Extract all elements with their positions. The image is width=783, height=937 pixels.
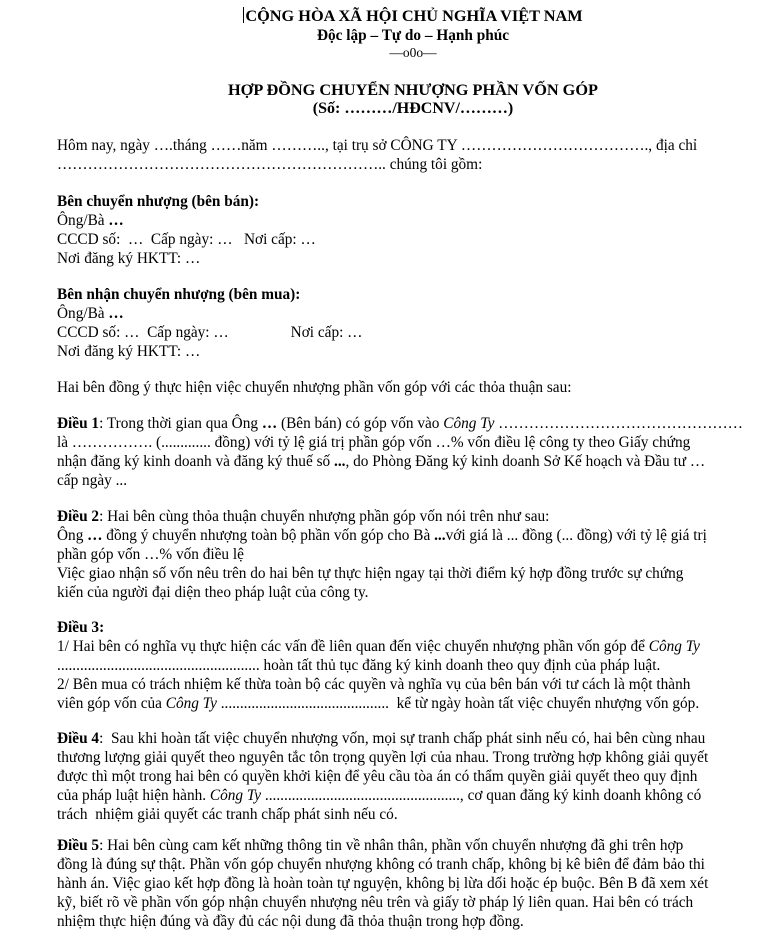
article-5-text: : Hai bên cùng cam kết những thông tin về nhân thân, phần vốn chuyển nhượng đã ghi trên hợp: [99, 837, 684, 854]
contract-title: HỢP ĐỒNG CHUYỂN NHƯỢNG PHẦN VỐN GÓP: [228, 80, 598, 99]
article-4-company: Công Ty: [209, 787, 262, 804]
agreement-intro: Hai bên đồng ý thực hiện việc chuyển nhượng phần vốn góp với các thỏa thuận sau:: [57, 379, 572, 396]
article-2-text: : Hai bên cùng thỏa thuận chuyển nhượng phần góp vốn nói trên như sau:: [99, 508, 550, 525]
seller-name-value: …: [108, 212, 124, 229]
buyer-id-part1: CCCD số: … Cấp ngày: …: [57, 324, 229, 341]
article-2-line-5: kiến của người đại diện theo pháp luật của công ty.: [57, 584, 369, 601]
seller-heading: Bên chuyển nhượng (bên bán):: [57, 193, 260, 210]
article-3-company: Công Ty: [165, 695, 217, 712]
buyer-name-value: …: [108, 305, 124, 322]
seller-residence: Nơi đăng ký HKTT: …: [57, 250, 201, 267]
article-2-line-1: [57, 507, 549, 526]
article-3-text: viên góp vốn của: [57, 695, 166, 712]
article-4-line-5: trách nhiệm giải quyết các tranh chấp phát sinh nếu có.: [57, 806, 398, 823]
buyer-name-label: Ông/Bà: [57, 305, 109, 322]
seller-name: [57, 211, 124, 230]
national-heading-text: CỘNG HÒA XÃ HỘI CHỦ NGHĨA VIỆT NAM: [245, 6, 583, 25]
buyer-id-line: [57, 323, 362, 342]
contract-number: (Số: ………/HĐCNV/………): [312, 100, 514, 117]
article-4-text: của pháp luật hiện hành.: [57, 787, 210, 804]
buyer-heading: Bên nhận chuyển nhượng (bên mua):: [57, 286, 301, 303]
article-3-label: Điều 3:: [57, 619, 105, 636]
article-1-label: Điều 1: [57, 415, 100, 432]
article-4-text: ..................................................., cơ quan đăng ký kinh doanh không có: [261, 787, 702, 804]
article-1-line-3: [57, 452, 705, 471]
article-3-line-1: [57, 637, 700, 656]
article-2-line-3: phần góp vốn …% vốn điều lệ: [57, 546, 244, 563]
article-5-line-5: nhiệm thực hiện đúng và đầy đủ các nội dung đã thỏa thuận trong hợp đồng.: [57, 913, 524, 930]
article-1-text: , do Phòng Đăng ký kinh doanh Sở Kế hoạch và Đầu tư …: [345, 453, 706, 470]
article-3-text: 1/ Hai bên có nghĩa vụ thực hiện các vấn đề liên quan đến việc chuyển nhượng phần vốn góp để: [57, 638, 649, 655]
buyer-id-part2: Nơi cấp: …: [290, 324, 363, 341]
article-5-line-2: đồng là đúng sự thật. Phần vốn góp chuyển nhượng không có tranh chấp, không bị kê biên để đảm bảo thi: [57, 856, 705, 873]
article-1-text: (Bên bán) có góp vốn vào: [277, 415, 444, 432]
article-1-line-4: cấp ngày ...: [57, 472, 128, 489]
article-1-line-1: [57, 414, 743, 433]
article-3-line-4: [57, 694, 699, 713]
buyer-name: [57, 304, 124, 323]
article-2-text: với giá là ... đồng (... đồng) với tỷ lệ giá trị: [445, 527, 707, 544]
article-1-seller-blank: …: [261, 415, 278, 432]
article-2-seller-blank: …: [87, 527, 103, 544]
article-2-text: Ông: [57, 527, 88, 544]
seller-name-label: Ông/Bà: [57, 212, 109, 229]
article-2-buyer-blank: ...: [434, 527, 446, 544]
article-3-company: Công Ty: [648, 638, 700, 655]
article-5-line-1: [57, 836, 683, 855]
article-2-line-4: Việc giao nhận số vốn nêu trên do hai bên tự thực hiện ngay tại thời điểm ký hợp đồng trước sự chứng: [57, 565, 684, 582]
article-1-text: nhận đăng ký kinh doanh và đăng ký thuế số: [57, 453, 334, 470]
article-2-line-2: [57, 526, 707, 545]
buyer-residence: Nơi đăng ký HKTT: …: [57, 343, 201, 360]
article-2-label: Điều 2: [57, 508, 100, 525]
intro-line-2: ……………………………………………………….. chúng tôi gồm:: [57, 156, 483, 173]
national-motto: Độc lập – Tự do – Hạnh phúc: [316, 27, 510, 44]
article-4-line-1: [57, 729, 705, 748]
article-4-line-3: được thì một trong hai bên có quyền khởi kiện để yêu cầu tòa án có thẩm quyền giải quyết theo quy định: [57, 768, 698, 785]
article-5-label: Điều 5: [57, 837, 100, 854]
article-4-line-4: [57, 786, 701, 805]
article-1-company: Công Ty: [443, 415, 495, 432]
article-1-company-blank: …………………………………………: [494, 415, 743, 432]
article-1-text: : Trong thời gian qua Ông: [99, 415, 262, 432]
intro-line-1: Hôm nay, ngày ….tháng ……năm ……….., tại trụ sở CÔNG TY ………………………………., địa chỉ: [57, 137, 698, 154]
article-3-line-3: 2/ Bên mua có trách nhiệm kế thừa toàn bộ các quyền và nghĩa vụ của bên bán với tư cách là một thành: [57, 676, 691, 693]
article-5-line-3: hành án. Việc giao kết hợp đồng là hoàn toàn tự nguyện, không bị lừa dối hoặc ép buộc. Bên B đã xem xét: [57, 875, 709, 892]
article-1-tax-blank: ...: [334, 453, 346, 470]
article-3-text: ............................................ kể từ ngày hoàn tất việc chuyển nhượng vốn góp.: [216, 695, 700, 712]
ornament-divider: —o0o—: [389, 45, 437, 60]
article-4-label: Điều 4: [57, 730, 100, 747]
article-2-text: đồng ý chuyển nhượng toàn bộ phần vốn góp cho Bà: [102, 527, 435, 544]
article-4-text: : Sau khi hoàn tất việc chuyển nhượng vốn, mọi sự tranh chấp phát sinh nếu có, hai bên cùng nhau: [99, 730, 706, 747]
seller-id-line: CCCD số: … Cấp ngày: … Nơi cấp: …: [57, 231, 316, 248]
article-3-line-2: ..................................................... hoàn tất thủ tục đăng ký kinh doanh theo quy định của pháp luật.: [57, 657, 661, 674]
national-heading: [57, 6, 769, 26]
article-4-line-2: thương lượng giải quyết theo nguyên tắc tôn trọng quyền lợi của nhau. Trong trường hợp không giải quyết: [57, 749, 709, 766]
article-1-line-2: là ……………. (............. đồng) với tỷ lệ giá trị phần góp vốn …% vốn điều lệ công ty theo Giấy chứng: [57, 434, 691, 451]
article-5-line-4: kỹ, biết rõ về phần vốn góp nhận chuyển nhượng nêu trên và giấy tờ pháp lý liên quan. Hai bên có trách: [57, 894, 694, 911]
